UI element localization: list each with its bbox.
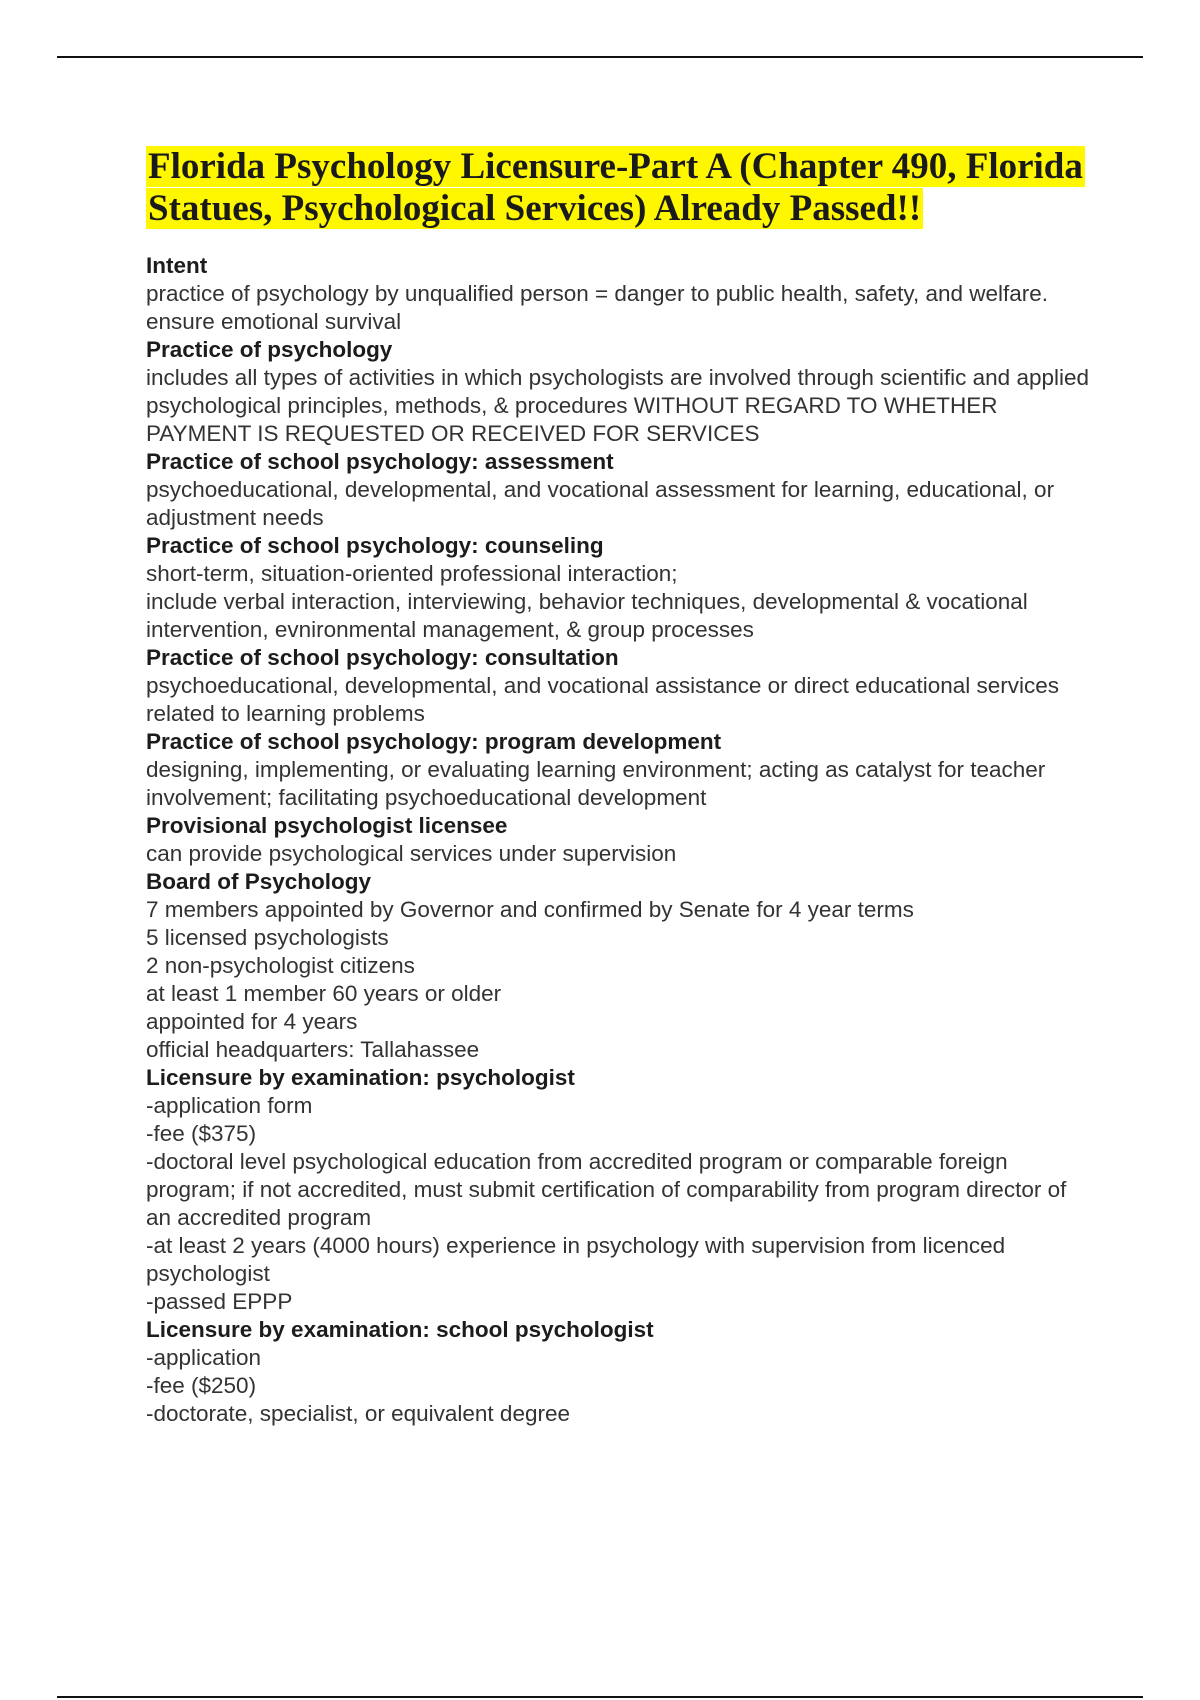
- entry-term: Licensure by examination: school psychologist: [146, 1317, 654, 1342]
- entry-term: Provisional psychologist licensee: [146, 813, 508, 838]
- entry-definition: short-term, situation-oriented professional interaction; include verbal interaction, interviewing, behavior techniques, developmental & vocational intervention, evnironmental management, & group processes: [146, 561, 1028, 642]
- entry-intent: [146, 252, 1096, 336]
- entry-definition: -application form -fee ($375) -doctoral level psychological education from accredited program or comparable foreign program; if not accredited, must submit certification of comparability from program director of an accredited program -at least 2 years (4000 hours) experience in psychology with supervision from licenced psychologist -passed EPPP: [146, 1093, 1067, 1314]
- entry-licensure-school-psychologist: [146, 1316, 1096, 1428]
- entry-definition: psychoeducational, developmental, and vocational assistance or direct educational services related to learning problems: [146, 673, 1060, 726]
- entry-definition: can provide psychological services under supervision: [146, 841, 677, 866]
- entry-term: Practice of school psychology: program development: [146, 729, 722, 754]
- entry-school-counseling: [146, 532, 1096, 644]
- entry-definition: -application -fee ($250) -doctorate, specialist, or equivalent degree: [146, 1345, 570, 1426]
- entry-provisional-licensee: [146, 812, 1096, 868]
- document-body: [146, 146, 1096, 1428]
- entry-board-of-psychology: [146, 868, 1096, 1064]
- entry-definition: 7 members appointed by Governor and confirmed by Senate for 4 year terms 5 licensed psychologists 2 non-psychologist citizens at least 1 member 60 years or older appointed for 4 years official headquarters: Tallahassee: [146, 897, 914, 1062]
- bottom-rule: [57, 1696, 1143, 1698]
- entry-term: Practice of school psychology: counseling: [146, 533, 604, 558]
- entry-practice-of-psychology: [146, 336, 1096, 448]
- entry-licensure-psychologist: [146, 1064, 1096, 1316]
- entry-term: Practice of school psychology: consultation: [146, 645, 619, 670]
- entry-school-assessment: [146, 448, 1096, 532]
- entry-definition: includes all types of activities in which psychologists are involved through scientific and applied psychological principles, methods, & procedures WITHOUT REGARD TO WHETHER PAYMENT IS REQUESTED OR RECEIVED FOR SERVICES: [146, 365, 1090, 446]
- entry-term: Intent: [146, 253, 208, 278]
- entry-definition: designing, implementing, or evaluating learning environment; acting as catalyst for teacher involvement; facilitating psychoeducational development: [146, 757, 1046, 810]
- entry-definition: psychoeducational, developmental, and vocational assessment for learning, educational, or adjustment needs: [146, 477, 1055, 530]
- document-title: [146, 146, 1096, 230]
- entry-term: Practice of psychology: [146, 337, 393, 362]
- entry-term: Practice of school psychology: assessment: [146, 449, 614, 474]
- entry-term: Board of Psychology: [146, 869, 372, 894]
- entry-school-consultation: [146, 644, 1096, 728]
- entry-school-program-development: [146, 728, 1096, 812]
- highlighted-title-text: Florida Psychology Licensure-Part A (Chapter 490, Florida Statues, Psychological Services) Already Passed!!: [148, 146, 1083, 229]
- top-rule: [57, 56, 1143, 58]
- entry-term: Licensure by examination: psychologist: [146, 1065, 575, 1090]
- entry-definition: practice of psychology by unqualified person = danger to public health, safety, and welfare. ensure emotional survival: [146, 281, 1049, 334]
